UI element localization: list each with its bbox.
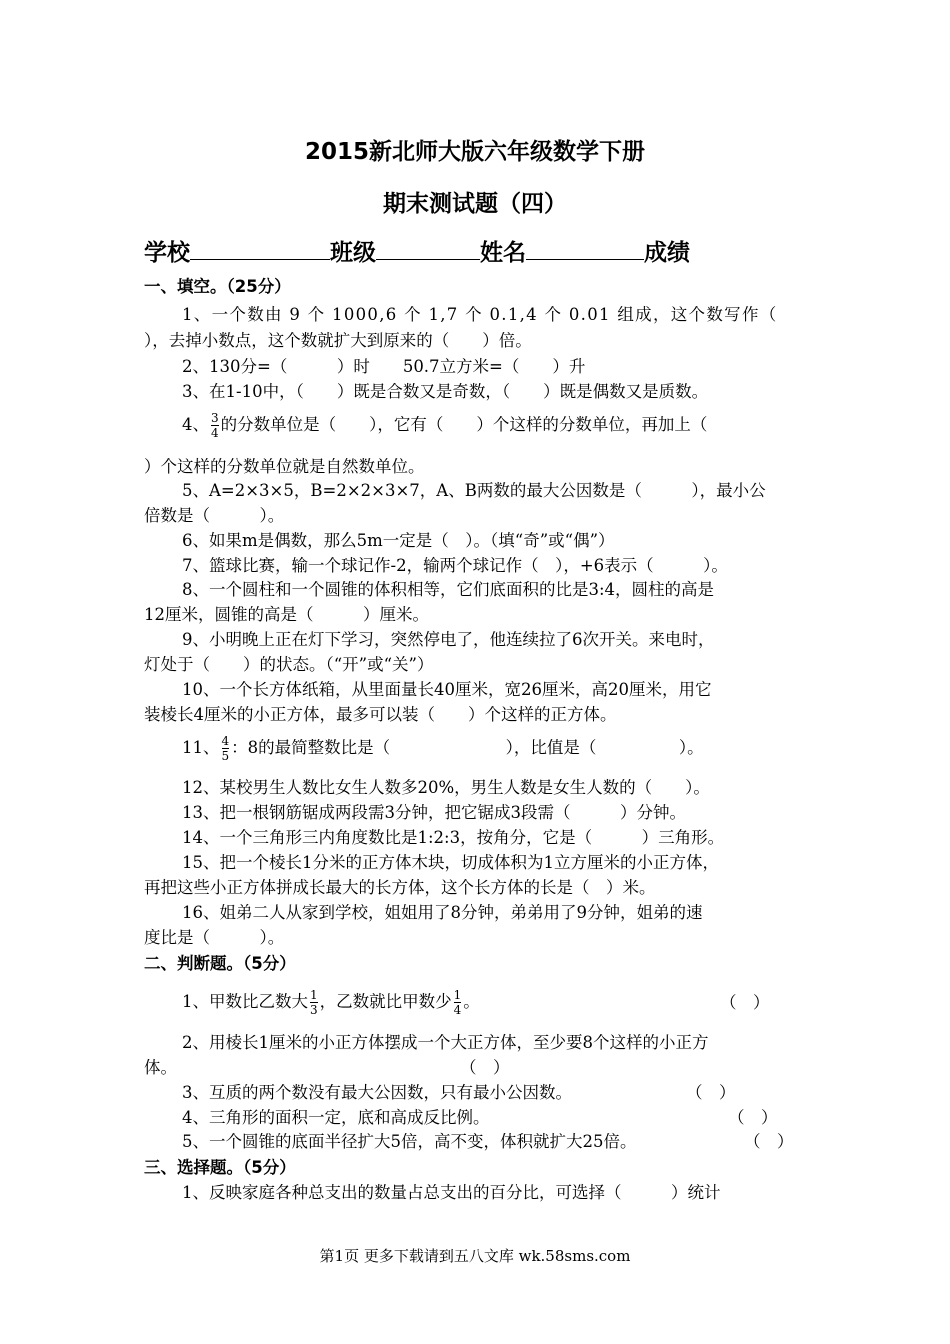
school-label: 学校 [144, 240, 190, 266]
judge-question-4: 4、三角形的面积一定，底和高成反比例。 [182, 1108, 490, 1127]
judge-question-3: 3、互质的两个数没有最大公因数，只有最小公因数。 [182, 1083, 572, 1102]
judge-5-answer-paren[interactable]: （ ） [744, 1132, 794, 1151]
judge-1-answer-paren[interactable]: （ ） [720, 993, 770, 1012]
question-10-line-2: 装棱长4厘米的小正方体，最多可以装（ ）个这样的正方体。 [144, 705, 617, 724]
fraction-denominator: 4 [453, 1003, 462, 1017]
title-line-2: 期末测试题（四） [383, 191, 567, 217]
fraction-numerator: 3 [211, 411, 219, 425]
school-blank[interactable] [190, 235, 330, 260]
section-3-heading: 三、选择题。（5分） [144, 1158, 296, 1177]
name-label: 姓名 [480, 240, 526, 266]
question-8-line-1: 8、一个圆柱和一个圆锥的体积相等，它们底面积的比是3:4，圆柱的高是 [182, 580, 715, 599]
question-11-text: ：8的最简整数比是（ ），比值是（ ）。 [231, 738, 704, 757]
question-9-line-2: 灯处于（ ）的状态。（“开”或“关”） [144, 655, 434, 674]
fraction-four-fifths [222, 734, 230, 763]
question-11 [182, 731, 704, 765]
judge-question-1 [182, 985, 480, 1019]
judge-question-2-line-1: 2、用棱长1厘米的小正方体摆成一个大正方体，至少要8个这样的小正方 [182, 1033, 709, 1052]
fraction-three-quarters [211, 411, 219, 440]
choice-question-1: 1、反映家庭各种总支出的数量占总支出的百分比，可选择（ ）统计 [182, 1183, 721, 1202]
question-15-line-2: 再把这些小正方体拼成长最大的长方体，这个长方体的长是（ ）米。 [144, 878, 656, 897]
question-4-text: 的分数单位是（ ），它有（ ）个这样的分数单位，再加上（ [220, 415, 708, 434]
fraction-denominator: 4 [211, 426, 219, 440]
fraction-one-quarter [454, 988, 462, 1017]
question-1-line-2: ），去掉小数点，这个数就扩大到原来的（ ）倍。 [144, 331, 532, 350]
question-5-line-1: 5、A=2×3×5，B=2×2×3×7，A、B两数的最大公因数是（ ），最小公 [182, 481, 766, 500]
question-14: 14、一个三角形三内角度数比是1:2:3，按角分，它是（ ）三角形。 [182, 828, 725, 847]
fraction-numerator: 4 [221, 734, 230, 748]
question-15-line-1: 15、把一个棱长1分米的正方体木块，切成体积为1立方厘米的小正方体， [182, 853, 719, 872]
student-info-line [144, 234, 690, 267]
question-9-line-1: 9、小明晚上正在灯下学习，突然停电了，他连续拉了6次开关。来电时， [182, 630, 715, 649]
question-1-line-1: 1、一个数由 9 个 1000,6 个 1,7 个 0.1,4 个 0.01 组成，这个数写作（ [182, 305, 778, 324]
section-2-heading: 二、判断题。（5分） [144, 954, 296, 973]
question-11-prefix: 11、 [182, 738, 220, 757]
judge-4-answer-paren[interactable]: （ ） [728, 1108, 778, 1127]
question-3: 3、在1-10中，（ ）既是合数又是奇数，（ ）既是偶数又是质数。 [182, 382, 709, 401]
fraction-numerator: 1 [453, 988, 462, 1002]
class-label: 班级 [330, 240, 376, 266]
question-7: 7、篮球比赛，输一个球记作-2，输两个球记作（ ），+6表示（ ）。 [182, 556, 728, 575]
judge-2-answer-paren[interactable]: （ ） [460, 1058, 510, 1077]
question-6: 6、如果m是偶数，那么5m一定是（ ）。（填“奇”或“偶”） [182, 531, 615, 550]
question-16-line-1: 16、姐弟二人从家到学校，姐姐用了8分钟，弟弟用了9分钟，姐弟的速 [182, 903, 703, 922]
question-16-line-2: 度比是（ ）。 [144, 928, 285, 947]
class-blank[interactable] [376, 235, 480, 260]
fraction-denominator: 3 [310, 1003, 318, 1017]
name-blank[interactable] [526, 235, 644, 260]
question-4-line-1 [182, 408, 707, 442]
question-4-prefix: 4、 [182, 415, 209, 434]
question-8-line-2: 12厘米，圆锥的高是（ ）厘米。 [144, 605, 429, 624]
score-label: 成绩 [644, 240, 690, 266]
judge-1-prefix: 1、甲数比乙数大 [182, 992, 308, 1011]
judge-3-answer-paren[interactable]: （ ） [686, 1083, 736, 1102]
judge-1-middle: ，乙数就比甲数少 [319, 992, 452, 1011]
fraction-denominator: 5 [221, 749, 230, 763]
judge-question-2-line-2: 体。 [144, 1058, 177, 1077]
judge-1-end: 。 [463, 992, 480, 1011]
question-5-line-2: 倍数是（ ）。 [144, 506, 285, 525]
fraction-numerator: 1 [310, 988, 318, 1002]
page-footer: 第1页 更多下载请到五八文库 wk.58sms.com [319, 1247, 631, 1265]
judge-question-5: 5、一个圆锥的底面半径扩大5倍，高不变，体积就扩大25倍。 [182, 1132, 637, 1151]
question-2: 2、130分=（ ）时 50.7立方米=（ ）升 [182, 357, 586, 376]
fraction-one-third [310, 988, 318, 1017]
title-line-1: 2015新北师大版六年级数学下册 [304, 139, 645, 165]
question-12: 12、某校男生人数比女生人数多20%，男生人数是女生人数的（ ）。 [182, 778, 710, 797]
question-13: 13、把一根钢筋锯成两段需3分钟，把它锯成3段需（ ）分钟。 [182, 803, 686, 822]
question-10-line-1: 10、一个长方体纸箱，从里面量长40厘米，宽26厘米，高20厘米，用它 [182, 680, 712, 699]
question-4-line-2: ）个这样的分数单位就是自然数单位。 [144, 457, 425, 476]
section-1-heading: 一、填空。（25分） [144, 277, 291, 296]
